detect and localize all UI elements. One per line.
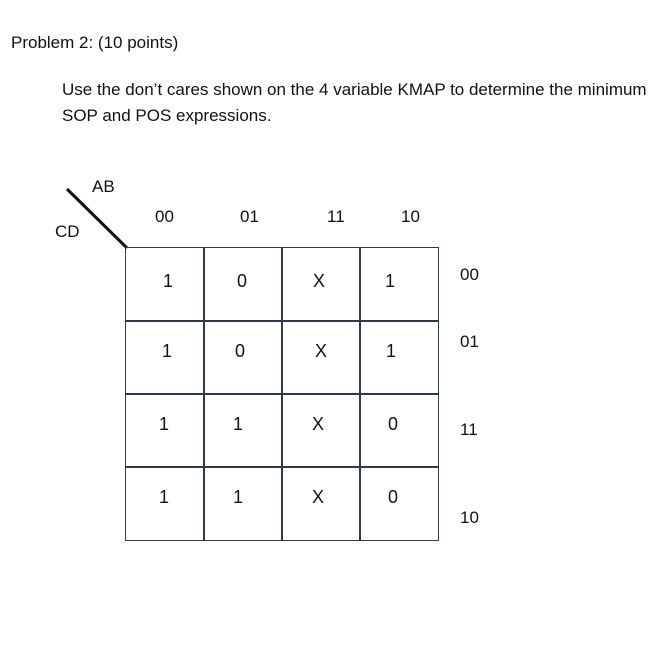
kmap-cell — [125, 320, 205, 395]
kmap-row-label: 10 — [460, 508, 479, 527]
kmap-cell — [125, 393, 205, 468]
kmap-cell — [125, 247, 205, 322]
kmap-cell-value: 0 — [388, 414, 399, 434]
kmap-col-label: 01 — [240, 207, 259, 226]
kmap-cell — [359, 466, 439, 541]
kmap-cell — [203, 466, 283, 541]
kmap-cell-value: 1 — [385, 271, 396, 291]
kmap-cell — [281, 247, 361, 322]
kmap-cell-value: 0 — [388, 487, 399, 507]
kmap-grid — [125, 247, 439, 541]
kmap-cell — [359, 247, 439, 322]
kmap-cell-value: 1 — [159, 414, 170, 434]
kmap-cell-value: 0 — [235, 341, 246, 361]
kmap-col-variable: AB — [92, 177, 115, 196]
kmap-cell — [281, 320, 361, 395]
kmap-cell — [281, 393, 361, 468]
prompt-line-1: Use the don’t cares shown on the 4 variable KMAP to determine the minimum — [62, 80, 647, 99]
kmap-row-variable: CD — [55, 222, 80, 241]
kmap-cell-value: X — [313, 271, 326, 291]
kmap-cell-value: X — [312, 414, 325, 434]
kmap-cell — [281, 466, 361, 541]
kmap-col-label: 11 — [327, 207, 345, 226]
kmap-cell-value: 1 — [386, 341, 397, 361]
kmap-cell-value: 0 — [237, 271, 248, 291]
kmap-cell-value: 1 — [233, 414, 244, 434]
kmap-cell-value: X — [315, 341, 328, 361]
kmap-cell-value: 1 — [159, 487, 170, 507]
kmap-row-label: 01 — [460, 332, 479, 351]
prompt-line-2: SOP and POS expressions. — [62, 106, 272, 125]
kmap-cell — [359, 320, 439, 395]
kmap-cell — [203, 393, 283, 468]
kmap-cell — [125, 466, 205, 541]
kmap-cell — [359, 393, 439, 468]
problem-title: Problem 2: (10 points) — [11, 33, 179, 52]
kmap-row-label: 11 — [460, 420, 478, 439]
kmap-cell-value: 1 — [162, 341, 173, 361]
kmap-cell — [203, 320, 283, 395]
kmap-cell-value: 1 — [163, 271, 174, 291]
kmap-row-label: 00 — [460, 265, 479, 284]
kmap-cell-value: 1 — [233, 487, 244, 507]
kmap-col-label: 00 — [155, 207, 174, 226]
kmap-cell — [203, 247, 283, 322]
kmap-cell-value: X — [312, 487, 325, 507]
kmap-col-label: 10 — [401, 207, 420, 226]
